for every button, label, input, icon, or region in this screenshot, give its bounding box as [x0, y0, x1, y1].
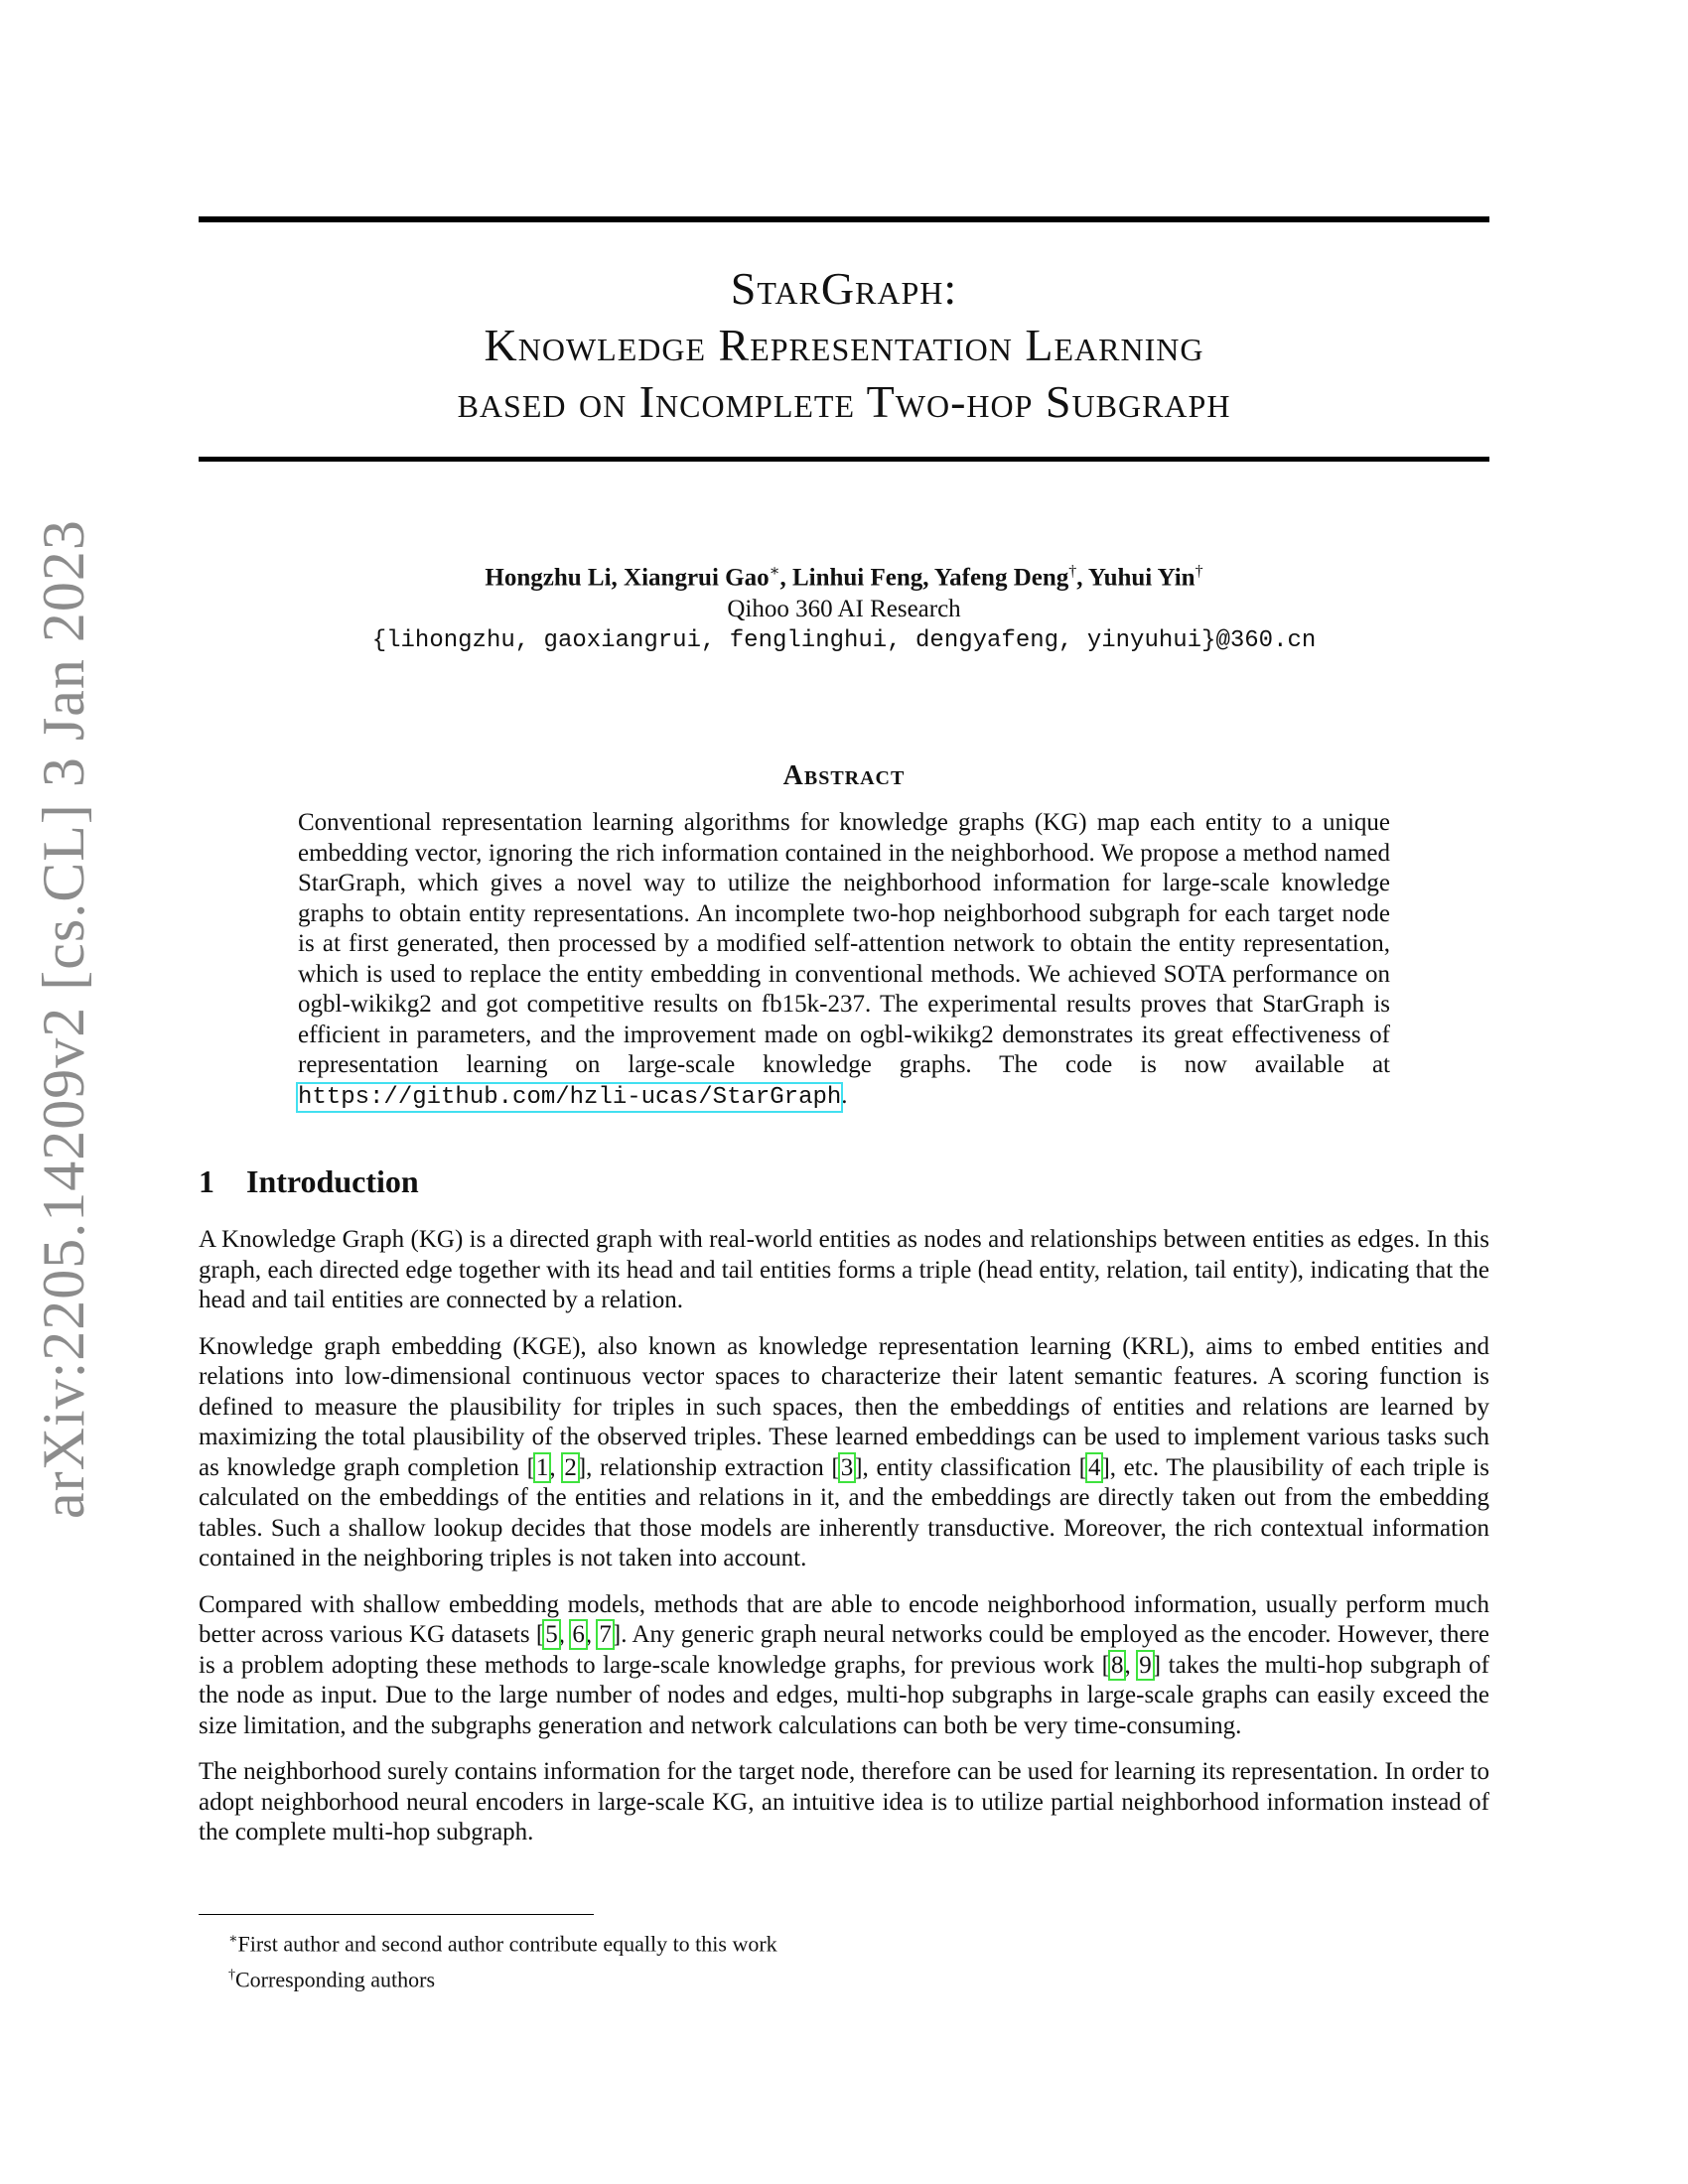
- footnote-1: ∗First author and second author contribute equally to this work: [228, 1931, 777, 1957]
- footnote-divider: [199, 1914, 594, 1915]
- citation-link[interactable]: 1: [535, 1453, 549, 1481]
- footnotes: [228, 1924, 777, 1996]
- title-line-2: Knowledge Representation Learning: [484, 320, 1204, 370]
- intro-paragraph-1: A Knowledge Graph (KG) is a directed graph with real-world entities as nodes and relationships between entities as edges. In this graph, each directed edge together with its head and tail entities forms a triple (head entity, relation, tail entity), indicating that the head and tail entities are connected by a relation.: [199, 1226, 1489, 1313]
- citation-link[interactable]: 9: [1139, 1651, 1152, 1679]
- title-rule-top: [199, 216, 1489, 222]
- author-emails: {lihongzhu, gaoxiangrui, fenglinghui, dengyafeng, yinyuhui}@360.cn: [371, 627, 1317, 655]
- citation-link[interactable]: 8: [1110, 1651, 1124, 1679]
- section-number: 1: [199, 1163, 214, 1199]
- citation-link[interactable]: 3: [840, 1453, 854, 1481]
- paper-title: [199, 260, 1489, 430]
- section-title: Introduction: [246, 1163, 419, 1199]
- intro-paragraph-4: The neighborhood surely contains information for the target node, therefore can be used for learning its representation. In order to adopt neighborhood neural encoders in large-scale KG, an intuitive idea is to utilize partial neighborhood information instead of the complete multi-hop subgraph.: [199, 1758, 1489, 1845]
- author-block: [199, 556, 1489, 657]
- footnote-2: †Corresponding authors: [228, 1967, 436, 1992]
- citation-link[interactable]: 7: [599, 1621, 612, 1648]
- title-line-3: based on Incomplete Two-hop Subgraph: [457, 376, 1231, 427]
- affiliation: Qihoo 360 AI Research: [727, 596, 961, 623]
- author-names: Hongzhu Li, Xiangrui Gao∗, Linhui Feng, Yafeng Deng†, Yuhui Yin†: [485, 563, 1203, 592]
- citation-link[interactable]: 6: [572, 1621, 585, 1648]
- intro-paragraph-3: Compared with shallow embedding models, methods that are able to encode neighborhood information, usually perform much better across various KG datasets [5, 6, 7]. Any generic graph neural networks could be employed as the encoder. However, there is a problem adopting these methods to large-scale knowledge graphs, for previous work [8, 9] takes the multi-hop subgraph of the node as input. Due to the large number of nodes and edges, multi-hop subgraphs in large-scale graphs can easily exceed the size limitation, and the subgraphs generation and network calculations can both be very time-consuming.: [199, 1590, 1490, 1739]
- code-repository-link[interactable]: https://github.com/hzli-ucas/StarGraph: [298, 1083, 842, 1111]
- section-heading-introduction: [199, 1163, 419, 1200]
- citation-link[interactable]: 2: [564, 1453, 577, 1481]
- citation-link[interactable]: 5: [545, 1621, 558, 1648]
- intro-paragraph-2: Knowledge graph embedding (KGE), also known as knowledge representation learning (KRL), aims to embed entities and relations into low-dimensional continuous vector spaces to characterize their latent semantic features. A scoring function is defined to measure the plausibility for triples in such spaces, then the embeddings of entities and relations are learned by maximizing the total plausibility of the observed triples. These learned embeddings can be used to implement various tasks such as knowledge graph completion [1, 2], relationship extraction [3], entity classification [4], etc. The plausibility of each triple is calculated on the embeddings of the entities and relations in it, and the embeddings are directly taken out from the embedding tables. Such a shallow lookup decides that those models are inherently transductive. Moreover, the rich contextual information contained in the neighboring triples is not taken into account.: [199, 1332, 1490, 1571]
- abstract-text: Conventional representation learning algorithms for knowledge graphs (KG) map each entity to a unique embedding vector, ignoring the rich information contained in the neighborhood. We propose a method named StarGraph, which gives a novel way to utilize the neighborhood information for large-scale knowledge graphs to obtain entity representations. An incomplete two-hop neighborhood subgraph for each target node is at first generated, then processed by a modified self-attention network to obtain the entity representation, which is used to replace the entity embedding in conventional methods. We achieved SOTA performance on ogbl-wikikg2 and got competitive results on fb15k-237. The experimental results proves that StarGraph is efficient in parameters, and the improvement made on ogbl-wikikg2 demonstrates its great effectiveness of representation learning on large-scale knowledge graphs. The code is now available at https://github.com/hzli-ucas/StarGraph.: [298, 809, 1390, 1111]
- citation-link[interactable]: 4: [1087, 1453, 1101, 1481]
- abstract-heading: Abstract: [782, 760, 906, 791]
- title-line-1: StarGraph:: [730, 263, 958, 314]
- title-rule-bottom: [199, 457, 1489, 462]
- introduction-body: [199, 1225, 1489, 1864]
- arxiv-identifier: arXiv:2205.14209v2 [cs.CL] 3 Jan 2023: [31, 519, 96, 1519]
